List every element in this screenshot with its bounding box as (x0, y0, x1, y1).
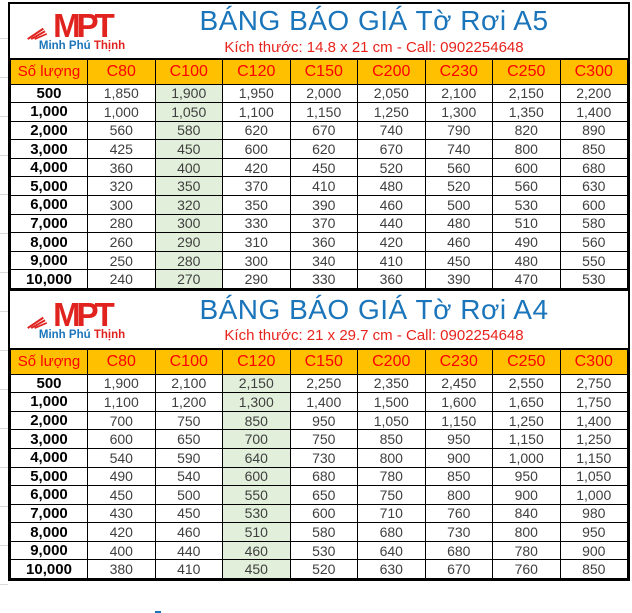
column-header: C200 (358, 60, 426, 84)
column-header: C100 (155, 60, 223, 84)
price-cell: 2,250 (290, 374, 358, 393)
table-row (11, 121, 628, 140)
price-cell: 390 (425, 270, 493, 289)
company-name-blue: Minh Phú (38, 40, 91, 52)
price-cell: 420 (358, 233, 426, 252)
price-cell: 460 (358, 196, 426, 215)
price-cell: 360 (358, 270, 426, 289)
price-cell: 2,150 (493, 84, 561, 103)
price-cell: 240 (88, 270, 156, 289)
price-cell: 300 (155, 214, 223, 233)
price-cell: 980 (560, 504, 628, 523)
column-header: C100 (155, 350, 223, 374)
a4-title-box (146, 295, 622, 344)
price-cell: 950 (290, 411, 358, 430)
quantity-cell: 6,000 (11, 486, 88, 505)
column-header: C250 (493, 60, 561, 84)
price-cell: 520 (358, 158, 426, 177)
a4-price-table (10, 350, 628, 579)
price-cell: 680 (425, 541, 493, 560)
price-cell: 650 (155, 430, 223, 449)
quantity-cell: 2,000 (11, 121, 88, 140)
sheet-left-margin (0, 0, 8, 613)
table-row (11, 467, 628, 486)
price-cell: 1,900 (155, 84, 223, 103)
price-cell: 400 (155, 158, 223, 177)
price-cell: 820 (493, 121, 561, 140)
price-cell: 600 (290, 504, 358, 523)
a5-table-header (11, 60, 628, 84)
price-cell: 500 (425, 196, 493, 215)
a5-subtitle: Kích thước: 14.8 x 21 cm - Call: 0902254648 (224, 38, 524, 56)
price-cell: 800 (358, 448, 426, 467)
quantity-cell: 8,000 (11, 523, 88, 542)
price-cell: 290 (155, 233, 223, 252)
price-cell: 1,250 (358, 103, 426, 122)
column-header: C150 (290, 350, 358, 374)
price-cell: 1,300 (425, 103, 493, 122)
a5-page-title: BÁNG BÁO GIÁ Tờ Rơi A5 (199, 5, 549, 37)
price-cell: 620 (223, 121, 291, 140)
column-header: C230 (425, 60, 493, 84)
price-cell: 1,950 (223, 84, 291, 103)
price-cell: 510 (223, 523, 291, 542)
price-cell: 540 (88, 448, 156, 467)
price-cell: 340 (290, 251, 358, 270)
price-cell: 1,050 (358, 411, 426, 430)
price-cell: 510 (493, 214, 561, 233)
table-row (11, 140, 628, 159)
price-cell: 280 (88, 214, 156, 233)
price-cell: 330 (223, 214, 291, 233)
price-cell: 320 (155, 196, 223, 215)
price-cell: 1,100 (223, 103, 291, 122)
column-header: C120 (223, 60, 291, 84)
price-cell: 1,400 (560, 411, 628, 430)
table-row (11, 411, 628, 430)
price-cell: 2,750 (560, 374, 628, 393)
a4-subtitle: Kích thước: 21 x 29.7 cm - Call: 0902254648 (224, 327, 524, 345)
price-cell: 800 (493, 140, 561, 159)
price-cell: 300 (223, 251, 291, 270)
price-cell: 530 (290, 541, 358, 560)
mpt-logo-2 (18, 295, 146, 341)
price-cell: 1,000 (493, 448, 561, 467)
mpt-logo (18, 7, 146, 52)
price-cell: 450 (290, 158, 358, 177)
price-cell: 430 (88, 504, 156, 523)
quantity-cell: 5,000 (11, 467, 88, 486)
logo-swoosh-icon-2 (26, 315, 52, 329)
price-quote-document (8, 2, 630, 581)
price-cell: 490 (88, 467, 156, 486)
price-cell: 370 (223, 177, 291, 196)
price-cell: 1,650 (493, 393, 561, 412)
price-cell: 740 (425, 140, 493, 159)
price-cell: 300 (88, 196, 156, 215)
price-cell: 1,250 (493, 411, 561, 430)
a4-column-header-row (11, 350, 628, 374)
price-cell: 600 (88, 430, 156, 449)
price-cell: 800 (425, 486, 493, 505)
price-cell: 1,150 (493, 430, 561, 449)
column-header: C80 (88, 60, 156, 84)
price-cell: 320 (88, 177, 156, 196)
price-cell: 600 (223, 467, 291, 486)
price-cell: 1,750 (560, 393, 628, 412)
price-cell: 370 (290, 214, 358, 233)
a5-header-block (10, 4, 628, 60)
price-cell: 2,000 (290, 84, 358, 103)
price-cell: 560 (88, 121, 156, 140)
price-cell: 1,200 (155, 393, 223, 412)
logo-swoosh-icon (26, 26, 52, 40)
price-cell: 900 (560, 541, 628, 560)
price-cell: 600 (560, 196, 628, 215)
quantity-cell: 500 (11, 84, 88, 103)
price-cell: 600 (223, 140, 291, 159)
price-cell: 530 (560, 270, 628, 289)
price-cell: 780 (493, 541, 561, 560)
quantity-cell: 10,000 (11, 560, 88, 579)
price-cell: 460 (223, 541, 291, 560)
price-cell: 760 (493, 560, 561, 579)
table-row (11, 103, 628, 122)
a5-title-box (146, 6, 622, 55)
price-cell: 460 (155, 523, 223, 542)
price-cell: 350 (223, 196, 291, 215)
price-cell: 2,050 (358, 84, 426, 103)
price-cell: 630 (560, 177, 628, 196)
price-cell: 730 (425, 523, 493, 542)
price-cell: 2,150 (223, 374, 291, 393)
a5-column-header-row (11, 60, 628, 84)
price-cell: 580 (560, 214, 628, 233)
price-cell: 740 (358, 121, 426, 140)
price-cell: 360 (290, 233, 358, 252)
price-cell: 780 (358, 467, 426, 486)
price-cell: 750 (155, 411, 223, 430)
quantity-cell: 3,000 (11, 140, 88, 159)
price-cell: 750 (290, 430, 358, 449)
price-cell: 680 (358, 523, 426, 542)
price-cell: 1,000 (560, 486, 628, 505)
price-cell: 900 (493, 486, 561, 505)
price-cell: 420 (223, 158, 291, 177)
price-cell: 670 (425, 560, 493, 579)
column-header: C150 (290, 60, 358, 84)
price-cell: 580 (290, 523, 358, 542)
price-cell: 630 (358, 560, 426, 579)
price-cell: 2,450 (425, 374, 493, 393)
table-row (11, 270, 628, 289)
price-cell: 2,100 (155, 374, 223, 393)
column-header: C200 (358, 350, 426, 374)
quantity-cell: 4,000 (11, 158, 88, 177)
price-cell: 440 (155, 541, 223, 560)
a4-table-body (11, 374, 628, 579)
price-cell: 540 (155, 467, 223, 486)
a5-table-body (11, 84, 628, 289)
table-row (11, 448, 628, 467)
column-header: C250 (493, 350, 561, 374)
price-cell: 850 (560, 560, 628, 579)
price-cell: 620 (290, 140, 358, 159)
price-cell: 420 (88, 523, 156, 542)
price-cell: 2,550 (493, 374, 561, 393)
price-cell: 1,900 (88, 374, 156, 393)
column-header: C300 (560, 350, 628, 374)
price-cell: 640 (358, 541, 426, 560)
quantity-cell: 5,000 (11, 177, 88, 196)
table-row (11, 560, 628, 579)
price-cell: 710 (358, 504, 426, 523)
price-cell: 440 (358, 214, 426, 233)
price-cell: 750 (358, 486, 426, 505)
price-cell: 410 (155, 560, 223, 579)
table-row (11, 374, 628, 393)
price-cell: 1,050 (560, 467, 628, 486)
price-cell: 2,100 (425, 84, 493, 103)
price-cell: 450 (155, 504, 223, 523)
quantity-cell: 9,000 (11, 251, 88, 270)
price-cell: 450 (88, 486, 156, 505)
price-cell: 470 (493, 270, 561, 289)
price-cell: 310 (223, 233, 291, 252)
price-cell: 550 (223, 486, 291, 505)
quantity-cell: 1,000 (11, 393, 88, 412)
price-cell: 1,600 (425, 393, 493, 412)
price-cell: 850 (560, 140, 628, 159)
price-cell: 460 (425, 233, 493, 252)
quantity-cell: 6,000 (11, 196, 88, 215)
price-cell: 700 (223, 430, 291, 449)
quantity-column-header: Số lượng (11, 60, 88, 84)
table-row (11, 233, 628, 252)
company-name-blue-2: Minh Phú (38, 328, 91, 341)
a4-page-title: BÁNG BÁO GIÁ Tờ Rơi A4 (199, 293, 549, 325)
price-cell: 1,250 (560, 430, 628, 449)
table-row (11, 177, 628, 196)
price-cell: 730 (290, 448, 358, 467)
price-cell: 560 (425, 158, 493, 177)
price-cell: 1,400 (290, 393, 358, 412)
quantity-cell: 7,000 (11, 214, 88, 233)
table-row (11, 430, 628, 449)
price-cell: 380 (88, 560, 156, 579)
price-cell: 900 (425, 448, 493, 467)
a4-table-header (11, 350, 628, 374)
price-cell: 560 (493, 177, 561, 196)
price-cell: 840 (493, 504, 561, 523)
price-cell: 790 (425, 121, 493, 140)
price-cell: 590 (155, 448, 223, 467)
price-cell: 800 (493, 523, 561, 542)
price-cell: 1,300 (223, 393, 291, 412)
price-cell: 850 (223, 411, 291, 430)
price-cell: 410 (290, 177, 358, 196)
price-cell: 330 (290, 270, 358, 289)
price-cell: 670 (290, 121, 358, 140)
quantity-cell: 2,000 (11, 411, 88, 430)
quantity-cell: 8,000 (11, 233, 88, 252)
table-row (11, 196, 628, 215)
price-cell: 500 (155, 486, 223, 505)
price-cell: 480 (493, 251, 561, 270)
price-cell: 2,200 (560, 84, 628, 103)
price-cell: 1,100 (88, 393, 156, 412)
price-cell: 1,150 (425, 411, 493, 430)
quantity-cell: 9,000 (11, 541, 88, 560)
price-cell: 850 (425, 467, 493, 486)
price-cell: 640 (223, 448, 291, 467)
price-cell: 1,400 (560, 103, 628, 122)
table-row (11, 158, 628, 177)
price-cell: 520 (290, 560, 358, 579)
price-cell: 290 (223, 270, 291, 289)
a4-header-block (10, 289, 628, 350)
price-cell: 1,500 (358, 393, 426, 412)
price-cell: 1,150 (290, 103, 358, 122)
price-cell: 1,350 (493, 103, 561, 122)
price-cell: 270 (155, 270, 223, 289)
price-cell: 350 (155, 177, 223, 196)
quantity-cell: 1,000 (11, 103, 88, 122)
company-name-red-2: Thịnh (93, 328, 126, 341)
price-cell: 400 (88, 541, 156, 560)
price-cell: 560 (560, 233, 628, 252)
price-cell: 890 (560, 121, 628, 140)
price-cell: 260 (88, 233, 156, 252)
price-cell: 2,350 (358, 374, 426, 393)
price-cell: 480 (425, 214, 493, 233)
table-row (11, 504, 628, 523)
quantity-cell: 7,000 (11, 504, 88, 523)
price-cell: 410 (358, 251, 426, 270)
price-cell: 390 (290, 196, 358, 215)
column-header: C300 (560, 60, 628, 84)
price-cell: 450 (223, 560, 291, 579)
table-row (11, 251, 628, 270)
price-cell: 480 (358, 177, 426, 196)
price-cell: 680 (290, 467, 358, 486)
quantity-cell: 3,000 (11, 430, 88, 449)
quantity-column-header: Số lượng (11, 350, 88, 374)
price-cell: 850 (358, 430, 426, 449)
table-row (11, 214, 628, 233)
mpt-logo-monogram: MPT (53, 7, 111, 44)
table-row (11, 486, 628, 505)
quantity-cell: 4,000 (11, 448, 88, 467)
price-cell: 600 (493, 158, 561, 177)
quantity-cell: 500 (11, 374, 88, 393)
table-row (11, 541, 628, 560)
price-cell: 490 (493, 233, 561, 252)
price-cell: 680 (560, 158, 628, 177)
price-cell: 950 (493, 467, 561, 486)
price-cell: 450 (425, 251, 493, 270)
price-cell: 1,850 (88, 84, 156, 103)
price-cell: 670 (358, 140, 426, 159)
price-cell: 1,000 (88, 103, 156, 122)
price-cell: 450 (155, 140, 223, 159)
price-cell: 250 (88, 251, 156, 270)
column-header: C230 (425, 350, 493, 374)
price-cell: 950 (560, 523, 628, 542)
column-header: C120 (223, 350, 291, 374)
quantity-cell: 10,000 (11, 270, 88, 289)
table-row (11, 523, 628, 542)
price-cell: 650 (290, 486, 358, 505)
price-cell: 520 (425, 177, 493, 196)
price-cell: 580 (155, 121, 223, 140)
a5-price-table (10, 60, 628, 289)
table-row (11, 393, 628, 412)
price-cell: 360 (88, 158, 156, 177)
price-cell: 1,150 (560, 448, 628, 467)
price-cell: 550 (560, 251, 628, 270)
mpt-logo-monogram-2: MPT (53, 295, 111, 333)
price-cell: 760 (425, 504, 493, 523)
price-cell: 425 (88, 140, 156, 159)
column-header: C80 (88, 350, 156, 374)
price-cell: 530 (223, 504, 291, 523)
price-cell: 280 (155, 251, 223, 270)
table-row (11, 84, 628, 103)
company-name-red: Thịnh (93, 40, 126, 52)
price-cell: 1,050 (155, 103, 223, 122)
price-cell: 530 (493, 196, 561, 215)
price-cell: 950 (425, 430, 493, 449)
price-cell: 700 (88, 411, 156, 430)
